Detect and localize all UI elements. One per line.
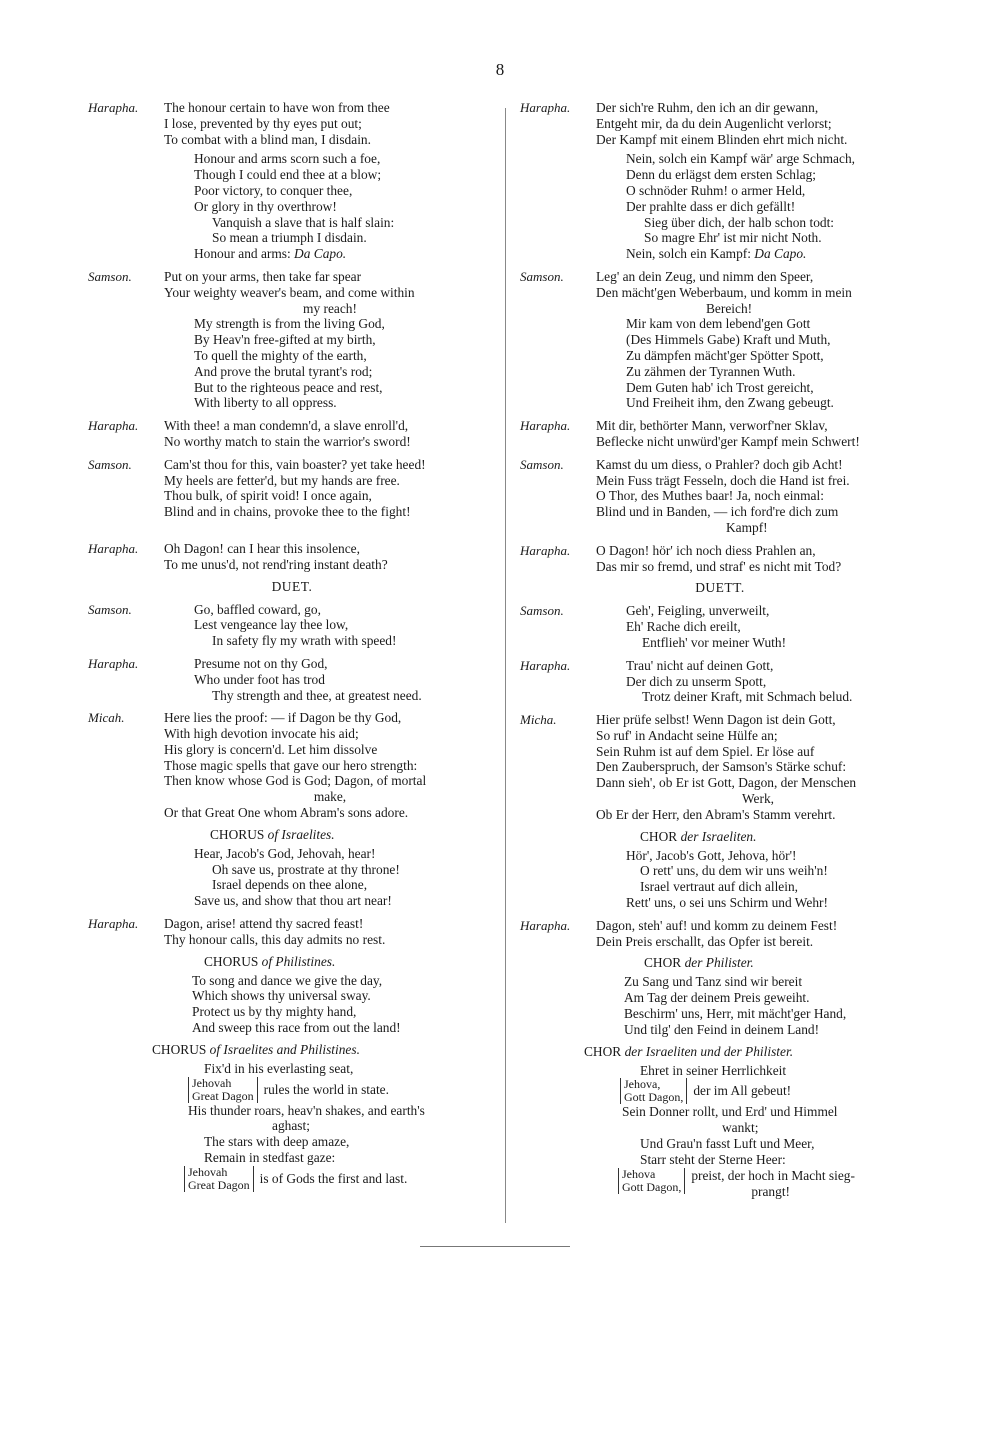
verse-line: The stars with deep amaze, <box>204 1134 350 1150</box>
verse-line: Rett' uns, o sei uns Schirm und Wehr! <box>626 895 828 911</box>
verse-line: Der dich zu unserm Spott, <box>626 673 767 689</box>
column-divider <box>505 108 506 1223</box>
verse-line: Zu zähmen der Tyrannen Wuth. <box>626 363 796 379</box>
verse-line: Hier prüfe selbst! Wenn Dagon ist dein Gott, <box>596 712 836 728</box>
verse-line: Ob Er der Herr, den Abram's Stamm verehrt. <box>596 806 836 822</box>
verse-line: Protect us by thy mighty hand, <box>192 1004 357 1020</box>
verse-line: With high devotion invocate his aid; <box>164 726 359 742</box>
verse-line: Go, baffled coward, go, <box>194 601 321 617</box>
verse-line: Who under foot has trod <box>194 671 325 687</box>
speaker-name: Samson. <box>88 456 132 472</box>
verse-line: Remain in stedfast gaze: <box>204 1150 336 1166</box>
verse-line: my reach! <box>303 300 357 316</box>
verse-line: Or glory in thy overthrow! <box>194 198 337 214</box>
speaker-name: Samson. <box>520 456 564 472</box>
german-column <box>520 100 920 1200</box>
verse-line: O Thor, des Muthes baar! Ja, noch einmal: <box>596 488 824 504</box>
verse-line: Dagon, arise! attend thy sacred feast! <box>164 916 364 932</box>
speech-micah <box>88 710 496 821</box>
verse-line: Mir kam von dem lebend'gen Gott <box>626 316 811 332</box>
verse-line: Das mir so fremd, und straf' es nicht mit Tod? <box>596 558 842 574</box>
da-capo-mark: Da Capo. <box>294 246 347 262</box>
verse-line: By Heav'n free-gifted at my birth, <box>194 332 376 348</box>
chorus-heading: CHOR der Israeliten. <box>640 828 757 844</box>
verse-line: With thee! a man condemn'd, a slave enroll'd, <box>164 418 409 434</box>
verse-line: make, <box>313 789 347 805</box>
verse-line: Israel vertraut auf dich allein, <box>640 879 799 895</box>
verse-line: In safety fly my wrath with speed! <box>212 633 397 649</box>
verse-line: Sein Donner rollt, und Erd' und Himmel <box>622 1104 838 1120</box>
verse-line: Then know whose God is God; Dagon, of mortal <box>164 773 427 789</box>
speaker-name: Harapha. <box>88 540 139 556</box>
speaker-name: Samson. <box>88 601 132 617</box>
verse-line: Fix'd in his everlasting seat, <box>204 1060 354 1076</box>
verse-line: So ruf' in Andacht seine Hülfe an; <box>596 727 778 743</box>
verse-line: Der sich're Ruhm, den ich an dir gewann, <box>596 100 819 115</box>
verse-line: Vanquish a slave that is half slain: <box>212 214 395 230</box>
speaker-name: Harapha. <box>520 100 571 115</box>
verse-line: Beflecke nicht unwürd'ger Kampf mein Schwert! <box>596 433 860 449</box>
verse-line: wankt; <box>722 1120 759 1136</box>
verse-line: My strength is from the living God, <box>194 316 385 332</box>
verse-line: The honour certain to have won from thee <box>164 100 390 115</box>
speaker-name: Harapha. <box>520 657 571 673</box>
speech-samson-1 <box>88 269 496 411</box>
verse-line: Bereich! <box>706 300 753 316</box>
speaker-name: Harapha. <box>88 655 139 671</box>
verse-line: To song and dance we give the day, <box>192 972 383 988</box>
verse-line: Hear, Jacob's God, Jehovah, hear! <box>194 845 376 861</box>
speech-samson-2 <box>88 457 496 520</box>
verse-line: Honour and arms scorn such a foe, <box>194 151 381 167</box>
verse-line: Und Grau'n fasst Luft und Meer, <box>640 1136 815 1152</box>
verse-line: Eh' Rache dich ereilt, <box>626 619 741 635</box>
verse-line: Dann sieh', ob Er ist Gott, Dagon, der Menschen <box>596 775 857 791</box>
speech-micha <box>520 712 920 823</box>
verse-line: Sieg über dich, der halb schon todt: <box>644 214 835 230</box>
speech-samson-duet <box>88 602 496 649</box>
verse-line: Beschirm' uns, Herr, mit mächt'ger Hand, <box>624 1006 847 1022</box>
verse-line: Hör', Jacob's Gott, Jehova, hör'! <box>626 847 797 863</box>
alternate-names-bracket: Jehovah Great Dagon <box>188 1077 258 1103</box>
speaker-name: Harapha. <box>520 418 571 434</box>
verse-line: Presume not on thy God, <box>194 655 328 671</box>
alternate-names-line: Jehova Gott Dagon, preist, der hoch in Macht sieg- prangt! <box>584 1168 920 1200</box>
duet-heading: DUETT. <box>695 580 745 596</box>
speech-harapha-3 <box>520 543 920 575</box>
speech-harapha-1 <box>88 100 496 262</box>
page-number: 8 <box>495 60 505 79</box>
verse-line: Your weighty weaver's beam, and come within <box>164 284 415 300</box>
speech-harapha-4 <box>88 916 496 948</box>
verse-line: Trau' nicht auf deinen Gott, <box>626 657 774 673</box>
verse-line: Mit dir, bethörter Mann, verworf'ner Sklav, <box>596 418 828 434</box>
verse-line: aghast; <box>272 1118 310 1134</box>
verse-line: Blind and in chains, provoke thee to the fight! <box>164 504 411 520</box>
verse-line: Werk, <box>741 791 774 807</box>
speaker-name: Micha. <box>520 712 557 728</box>
alternate-names-line: Jehovah Great Dagon is of Gods the first and last. <box>152 1166 496 1192</box>
verse-line: Israel depends on thee alone, <box>212 877 368 893</box>
alternate-names-line: Jehova, Gott Dagon, der im All gebeut! <box>584 1078 920 1104</box>
verse-line: Nein, solch ein Kampf: Da Capo. <box>626 246 807 262</box>
verse-line: O schnöder Ruhm! o armer Held, <box>626 182 806 198</box>
verse-line: Put on your arms, then take far spear <box>164 268 362 284</box>
speech-harapha-4 <box>520 918 920 950</box>
verse-line: Save us, and show that thou art near! <box>194 893 392 909</box>
verse-line: No worthy match to stain the warrior's sword! <box>164 433 411 449</box>
verse-line: Geh', Feigling, unverweilt, <box>626 603 770 619</box>
verse-line: I lose, prevented by thy eyes put out; <box>164 115 362 131</box>
speech-harapha-2 <box>520 418 920 450</box>
speaker-name: Micah. <box>88 710 125 726</box>
alternate-names-bracket: Jehova, Gott Dagon, <box>620 1078 687 1104</box>
verse-line: Or that Great One whom Abram's sons adore. <box>164 805 409 821</box>
verse-line: Dagon, steh' auf! und komm zu deinem Fest! <box>596 917 838 933</box>
verse-line: Und tilg' den Feind in deinem Land! <box>624 1021 820 1037</box>
verse-line: Dein Preis erschallt, das Opfer ist bereit. <box>596 933 814 949</box>
speech-samson-1 <box>520 269 920 411</box>
chorus-heading: CHORUS of Israelites and Philistines. <box>152 1041 360 1057</box>
verse-line: Poor victory, to conquer thee, <box>194 182 353 198</box>
verse-line: Dem Guten hab' ich Trost gereicht, <box>626 379 814 395</box>
alternate-names-bracket: Jehova Gott Dagon, <box>618 1168 685 1194</box>
verse-line: Kampf! <box>726 519 768 535</box>
verse-line: Sein Ruhm ist auf dem Spiel. Er löse auf <box>596 743 815 759</box>
verse-line: Entflieh' vor meiner Wuth! <box>642 634 787 650</box>
alternate-names-line: Jehovah Great Dagon rules the world in state. <box>152 1077 496 1103</box>
verse-line: Starr steht der Sterne Heer: <box>640 1151 786 1167</box>
verse-line: Kamst du um diess, o Prahler? doch gib Acht! <box>596 456 843 472</box>
verse-line: Thy honour calls, this day admits no rest. <box>164 931 386 947</box>
verse-line: (Des Himmels Gabe) Kraft und Muth, <box>626 332 831 348</box>
speech-harapha-3 <box>88 541 496 573</box>
verse-line: Mein Fuss trägt Fesseln, doch die Hand ist frei. <box>596 472 850 488</box>
english-column <box>88 100 496 1192</box>
verse-line: Thy strength and thee, at greatest need. <box>212 687 422 703</box>
verse-line: To combat with a blind man, I disdain. <box>164 131 371 147</box>
verse-line: Those magic spells that gave our hero strength: <box>164 757 418 773</box>
verse-line: But to the righteous peace and rest, <box>194 379 383 395</box>
verse-line: His thunder roars, heav'n shakes, and earth's <box>188 1102 425 1118</box>
verse-line: Leg' an dein Zeug, und nimm den Speer, <box>596 268 814 284</box>
verse-line: And prove the brutal tyrant's rod; <box>194 363 373 379</box>
speech-harapha-duet <box>88 656 496 703</box>
verse-line: Zu dämpfen mächt'ger Spötter Spott, <box>626 347 824 363</box>
verse-line: So magre Ehr' ist mir nicht Noth. <box>644 230 822 246</box>
verse-line: To quell the mighty of the earth, <box>194 347 367 363</box>
verse-line: Der Kampf mit einem Blinden ehrt mich nicht. <box>596 131 848 147</box>
verse-line: Der prahlte dass er dich gefällt! <box>626 198 796 214</box>
verse-line: Here lies the proof: — if Dagon be thy God, <box>164 710 402 726</box>
alternate-names-bracket: Jehovah Great Dagon <box>184 1166 254 1192</box>
verse-line: Lest vengeance lay thee low, <box>194 617 349 633</box>
verse-line: Oh save us, prostrate at thy throne! <box>212 861 400 877</box>
verse-line: O rett' uns, du dem wir uns weih'n! <box>640 863 828 879</box>
speech-harapha-1 <box>520 100 920 262</box>
verse-line: His glory is concern'd. Let him dissolve <box>164 741 378 757</box>
chorus-heading: CHOR der Philister. <box>644 955 754 971</box>
end-rule <box>420 1246 570 1247</box>
speaker-name: Samson. <box>88 268 132 284</box>
chorus-heading: CHORUS of Israelites. <box>210 826 335 842</box>
verse-line: Den Zauberspruch, der Samson's Stärke schuf: <box>596 759 847 775</box>
speaker-name: Harapha. <box>88 418 139 434</box>
speaker-name: Samson. <box>520 268 564 284</box>
chorus-heading: CHORUS of Philistines. <box>204 953 336 969</box>
verse-line: Trotz deiner Kraft, mit Schmach belud. <box>642 689 853 705</box>
verse-line: Zu Sang und Tanz sind wir bereit <box>624 974 803 990</box>
verse-line: Blind und in Banden, — ich ford're dich zum <box>596 504 839 520</box>
da-capo-mark: Da Capo. <box>754 246 807 262</box>
verse-line: Den mächt'gen Weberbaum, und komm in mein <box>596 284 852 300</box>
speaker-name: Harapha. <box>520 917 571 933</box>
speaker-name: Harapha. <box>88 100 139 115</box>
chorus-heading: CHOR der Israeliten und der Philister. <box>584 1043 794 1059</box>
verse-line: Which shows thy universal sway. <box>192 988 371 1004</box>
verse-line: Am Tag der deinem Preis geweiht. <box>624 990 810 1006</box>
verse-line: So mean a triumph I disdain. <box>212 230 367 246</box>
verse-line: Oh Dagon! can I hear this insolence, <box>164 540 360 556</box>
verse-line: With liberty to all oppress. <box>194 395 337 411</box>
verse-line: O Dagon! hör' ich noch diess Prahlen an, <box>596 542 816 558</box>
verse-line: Entgeht mir, da du dein Augenlicht verlorst; <box>596 115 832 131</box>
verse-line: Ehret in seiner Herrlichkeit <box>640 1062 787 1078</box>
speech-samson-duet <box>520 603 920 650</box>
verse-line: Cam'st thou for this, vain boaster? yet take heed! <box>164 456 426 472</box>
verse-line: Though I could end thee at a blow; <box>194 167 382 183</box>
duet-heading: DUET. <box>271 578 313 594</box>
verse-line: Thou bulk, of spirit void! I once again, <box>164 488 372 504</box>
speaker-name: Harapha. <box>88 916 139 932</box>
verse-line: My heels are fetter'd, but my hands are free. <box>164 472 400 488</box>
speech-harapha-2 <box>88 418 496 450</box>
verse-line: Und Freiheit ihm, den Zwang gebeugt. <box>626 395 834 411</box>
verse-line: Honour and arms: Da Capo. <box>194 246 347 262</box>
verse-line: Denn du erlägst dem ersten Schlag; <box>626 167 817 183</box>
speaker-name: Harapha. <box>520 542 571 558</box>
speech-harapha-duet <box>520 658 920 705</box>
verse-line: Nein, solch ein Kampf wär' arge Schmach, <box>626 151 855 167</box>
verse-line: To me unus'd, not rend'ring instant death? <box>164 556 388 572</box>
speech-samson-2 <box>520 457 920 536</box>
speaker-name: Samson. <box>520 603 564 619</box>
verse-line: And sweep this race from out the land! <box>192 1020 401 1036</box>
